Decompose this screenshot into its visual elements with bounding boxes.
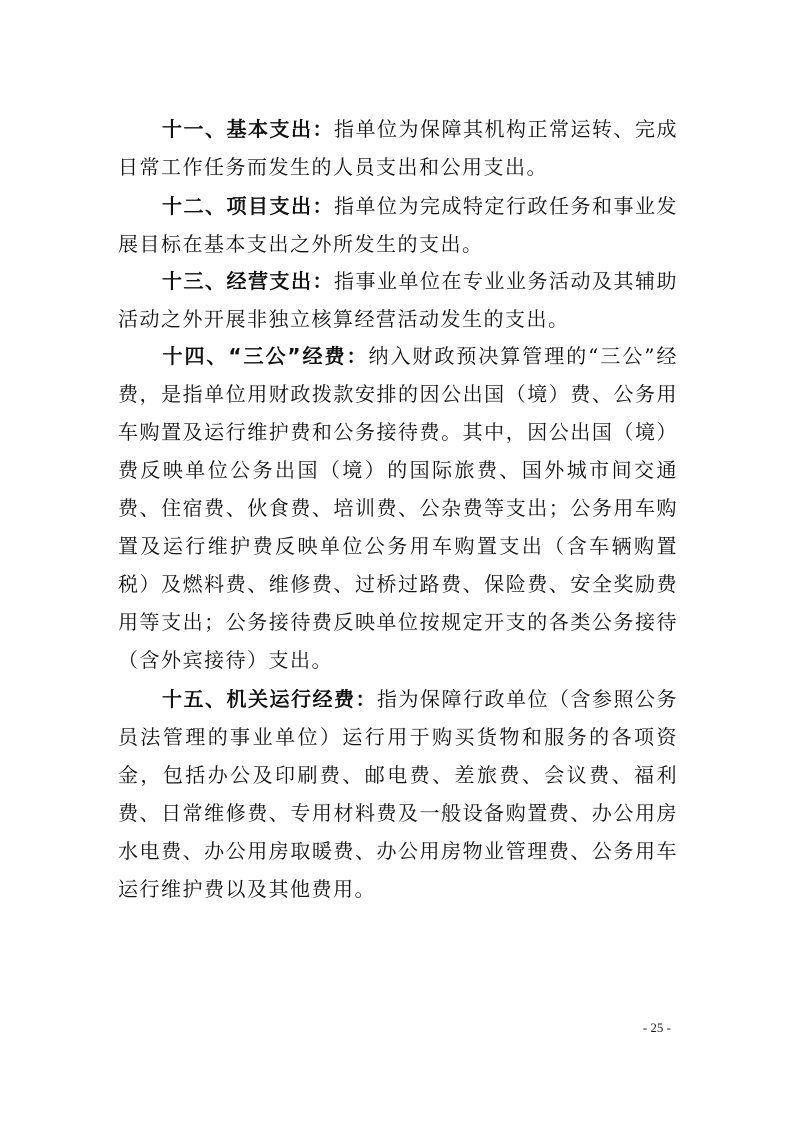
page-number: - 25 -	[642, 1020, 671, 1035]
paragraph-three-public-expenses	[118, 337, 678, 679]
paragraph-body: 纳入财政预决算管理的“三公”经费，是指单位用财政拨款安排的因公出国（境）费、公务用车购置及运行维护费和公务接待费。其中，因公出国（境）费反映单位公务出国（境）的国际旅费、国外城市间交通费、住宿费、伙食费、培训费、公杂费等支出；公务用车购置及运行维护费反映单位公务用车购置支出（含车辆购置税）及燃料费、维修费、过桥过路费、保险费、安全奖励费用等支出；公务接待费反映单位按规定开支的各类公务接待（含外宾接待）支出。	[118, 344, 678, 672]
paragraph-agency-operating-expenses	[118, 680, 678, 908]
paragraph-heading: 十一、基本支出：	[162, 117, 334, 141]
paragraph-body: 指事业单位在专业业务活动及其辅助活动之外开展非独立核算经营活动发生的支出。	[118, 269, 678, 331]
paragraph-basic-expenditure	[118, 110, 678, 186]
paragraph-heading: 十五、机关运行经费：	[162, 687, 377, 711]
paragraph-project-expenditure	[118, 187, 678, 263]
paragraph-body: 指单位为保障其机构正常运转、完成日常工作任务而发生的人员支出和公用支出。	[118, 117, 678, 179]
paragraph-operating-expenditure	[118, 262, 678, 338]
paragraph-body: 指单位为完成特定行政任务和事业发展目标在基本支出之外所发生的支出。	[118, 194, 678, 256]
paragraph-body: 指为保障行政单位（含参照公务员法管理的事业单位）运行用于购买货物和服务的各项资金，包括办公及印刷费、邮电费、差旅费、会议费、福利费、日常维修费、专用材料费及一般设备购置费、办公用房水电费、办公用房取暖费、办公用房物业管理费、公务用车运行维护费以及其他费用。	[118, 687, 678, 901]
paragraph-heading: 十四、“三公”经费：	[162, 344, 369, 368]
paragraph-heading: 十二、项目支出：	[162, 194, 334, 218]
paragraph-heading: 十三、经营支出：	[162, 269, 334, 293]
